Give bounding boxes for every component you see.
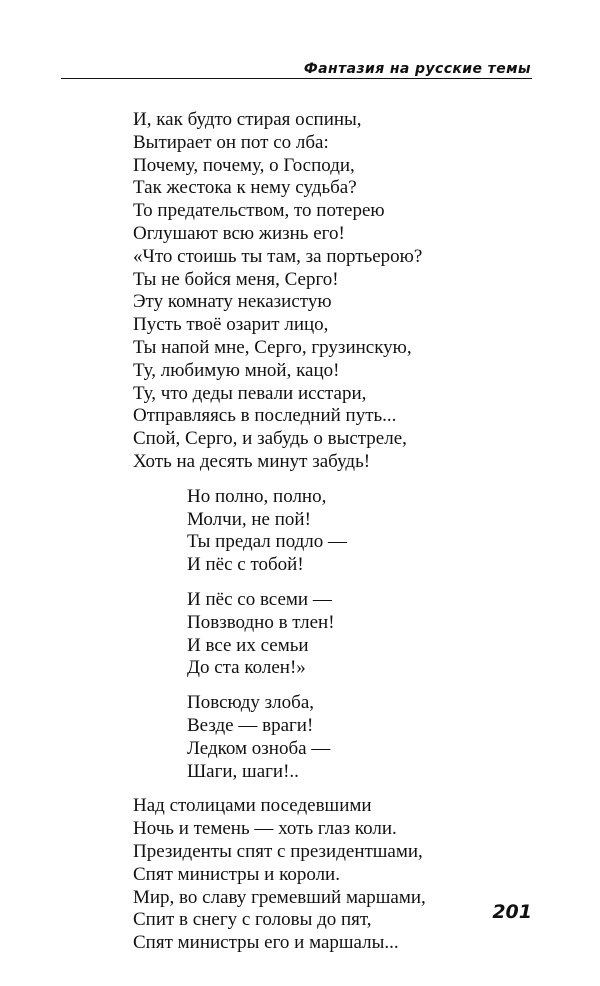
poem-line: И пёс со всеми — xyxy=(187,588,332,610)
poem-line: «Что стоишь ты там, за портьерою? xyxy=(133,245,423,267)
poem-line: То предательством, то потерею xyxy=(133,200,385,222)
poem-stanza-5 xyxy=(133,795,426,955)
header-rule xyxy=(61,78,532,79)
poem-line: И все их семьи xyxy=(187,634,309,656)
poem-line: Эту комнату неказистую xyxy=(133,291,332,313)
poem-line: Отправляясь в последний путь... xyxy=(133,405,397,427)
poem-line: Хоть на десять минут забудь! xyxy=(133,450,371,472)
running-head-title: Фантазия на русские темы xyxy=(303,61,531,77)
poem-stanza-2 xyxy=(133,486,426,577)
poem-line: Президенты спят с президентшами, xyxy=(133,840,423,862)
poem-line: Повзводно в тлен! xyxy=(187,611,335,633)
poem-line: Шаги, шаги!.. xyxy=(187,760,299,782)
poem-line: До ста колен!» xyxy=(187,657,306,679)
poem-line: Ты предал подло — xyxy=(187,531,348,553)
poem-line: Оглушают всю жизнь его! xyxy=(133,222,345,244)
poem-line: Спой, Серго, и забудь о выстреле, xyxy=(133,428,407,450)
poem-line: Ночь и темень — хоть глаз коли. xyxy=(133,818,397,840)
poem-line: Но полно, полно, xyxy=(187,485,327,507)
poem-line: Ту, что деды певали исстари, xyxy=(133,382,367,404)
poem-line: Спит в снегу с головы до пят, xyxy=(133,909,372,931)
page-number: 201 xyxy=(492,901,532,923)
poem-line: Спят министры и короли. xyxy=(133,863,340,885)
poem-line: Ты напой мне, Серго, грузинскую, xyxy=(133,336,412,358)
poem-line: Спят министры его и маршалы... xyxy=(133,932,399,954)
poem-stanza-3 xyxy=(133,589,426,680)
poem-line: Молчи, не пой! xyxy=(187,508,311,530)
poem-line: И, как будто стирая оспины, xyxy=(133,109,362,130)
poem-stanza-4 xyxy=(133,692,426,783)
poem-stanza-1 xyxy=(133,109,426,474)
poem-line: Пусть твоё озарит лицо, xyxy=(133,314,329,336)
poem-line: Мир, во славу гремевший маршами, xyxy=(133,886,426,908)
poem-line: И пёс с тобой! xyxy=(187,554,304,576)
poem-line: Везде — враги! xyxy=(187,714,314,736)
poem-line: Повсюду злоба, xyxy=(187,692,314,714)
poem-line: Почему, почему, о Господи, xyxy=(133,154,355,176)
poem xyxy=(133,109,426,955)
poem-line: Над столицами поседевшими xyxy=(133,795,372,817)
poem-line: Ты не бойся меня, Серго! xyxy=(133,268,339,290)
poem-line: Вытирает он пот со лба: xyxy=(133,131,329,153)
poem-line: Так жестока к нему судьба? xyxy=(133,177,357,199)
poem-line: Ледком озноба — xyxy=(187,737,331,759)
poem-line: Ту, любимую мной, кацо! xyxy=(133,359,340,381)
